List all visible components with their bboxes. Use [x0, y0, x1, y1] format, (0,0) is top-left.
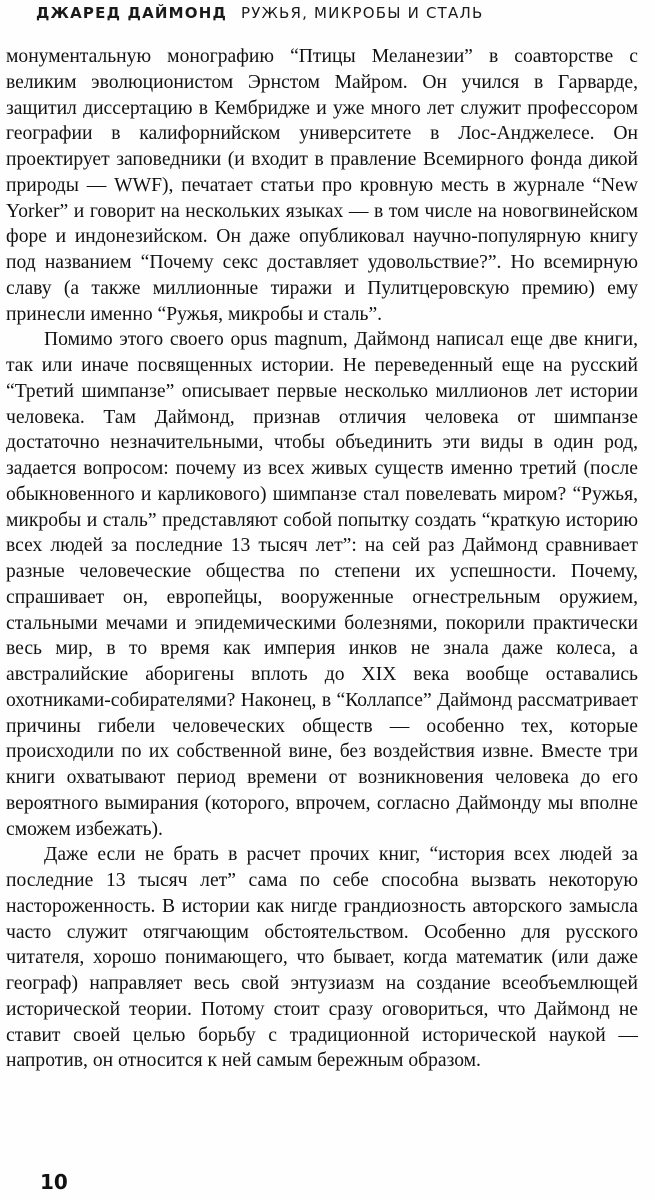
paragraph-3: Даже если не брать в расчет прочих книг, “история всех людей за последние 13 тысяч лет” сама по себе способна вызвать некоторую настороженность. В истории как нигде грандиозность авторского замысла часто служит отягчающим обстоятельством. Особенно для русского читателя, хорошо понимающего, что бывает, когда математик (или даже географ) направляет весь свой энтузиазм на создание всеобъемлющей исторической теории. Потому стоит сразу оговориться, что Даймонд не ставит своей целью борьбу с традиционной исторической наукой — напротив, он относится к ней самым бережным образом. — [6, 844, 638, 1072]
body-text — [6, 44, 638, 1074]
paragraph-2: Помимо этого своего opus magnum, Даймонд написал еще две книги, так или иначе посвященных истории. Не переведенный еще на русский “Третий шимпанзе” описывает первые несколько миллионов лет истории человека. Там Даймонд, признав отличия человека от шимпанзе достаточно незначительными, чтобы объединить эти виды в один род, задается вопросом: почему из всех живых существ именно третий (после обыкновенного и карликового) шимпанзе стал повелевать миром? “Ружья, микробы и сталь” представляют собой попытку создать “краткую историю всех людей за последние 13 тысяч лет”: на сей раз Даймонд сравнивает разные человеческие общества по степени их успешности. Почему, спрашивает он, европейцы, вооруженные огнестрельным оружием, стальными мечами и эпидемическими болезнями, покорили практически весь мир, в то время как империя инков не знала даже колеса, а австралийские аборигены вплоть до XIX века вообще оставались охотниками-собирателями? Наконец, в “Коллапсе” Даймонд рассматривает причины гибели человеческих обществ — особенно тех, которые происходили по их собственной вине, без воздействия извне. Вместе три книги охватывают период времени от возникновения человека до его вероятного вымирания (которого, впрочем, согласно Даймонду мы вполне сможем избежать). — [6, 329, 638, 840]
running-head-book-title: РУЖЬЯ, МИКРОБЫ И СТАЛЬ — [241, 4, 484, 22]
running-head — [36, 4, 483, 22]
running-head-author: ДЖАРЕД ДАЙМОНД — [36, 4, 228, 22]
page-number: 10 — [40, 1170, 68, 1194]
paragraph-1: монументальную монографию “Птицы Меланезии” в соавторстве с великим эволюционистом Эрнстом Майром. Он учился в Гарварде, защитил диссертацию в Кембридже и уже много лет служит профессором географии в калифорнийском университете в Лос-Анджелесе. Он проектирует заповедники (и входит в правление Всемирного фонда дикой природы — WWF), печатает статьи про кровную месть в журнале “New Yorker” и говорит на нескольких языках — в том числе на новогвинейском форе и индонезийском. Он даже опубликовал научно-популярную книгу под названием “Почему секс доставляет удовольствие?”. Но всемирную славу (а также миллионные тиражи и Пулитцеровскую премию) ему принесли именно “Ружья, микробы и сталь”. — [6, 46, 638, 325]
